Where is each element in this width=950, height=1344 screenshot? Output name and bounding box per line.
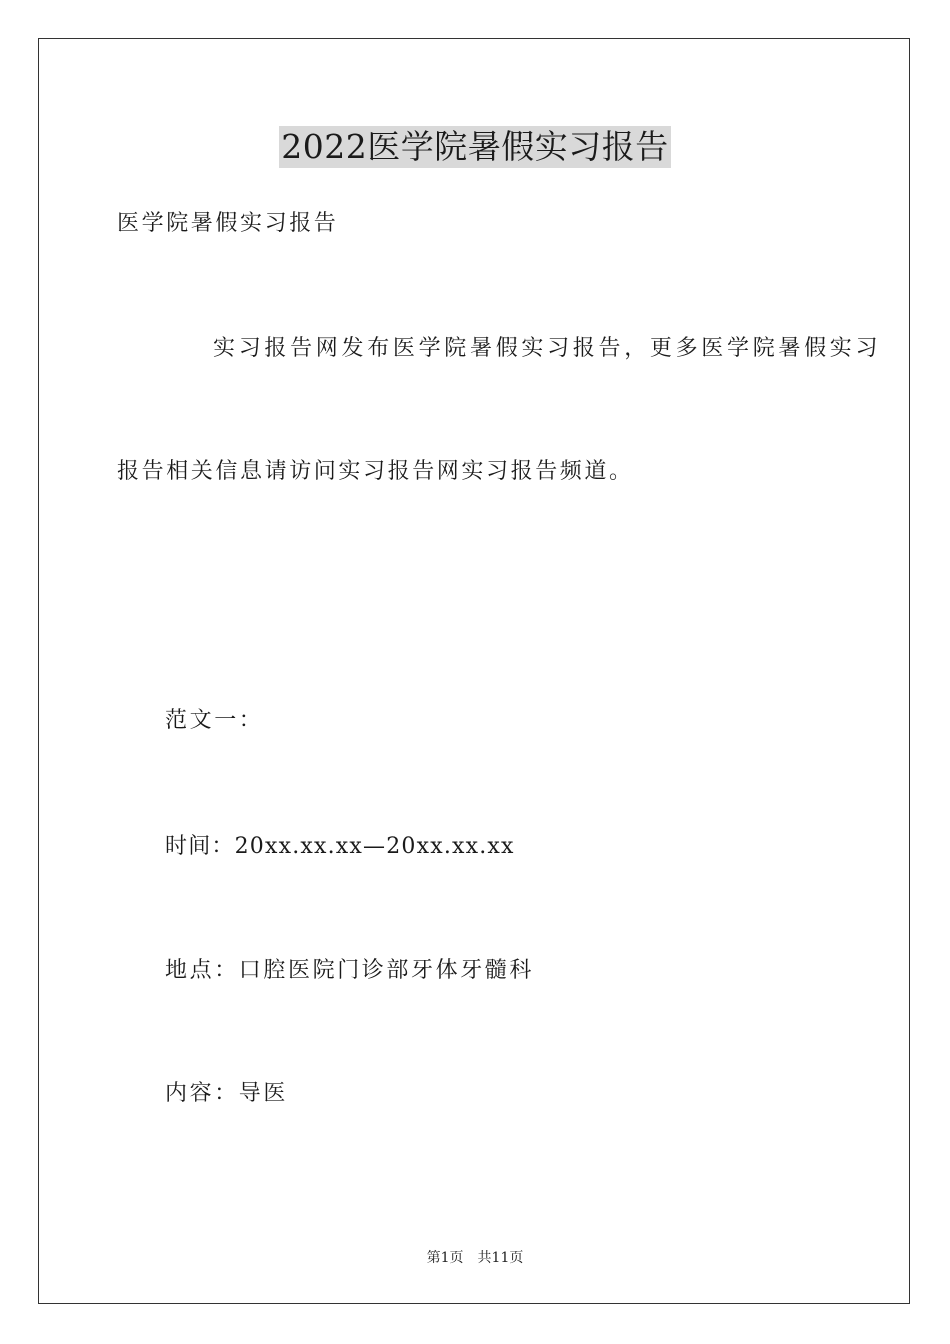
place-line: 地点：口腔医院门诊部牙体牙髓科 [165, 958, 535, 983]
page-footer [0, 1248, 950, 1268]
intro-paragraph-line-1: 实习报告网发布医学院暑假实习报告，更多医学院暑假实习 [213, 336, 882, 361]
intro-paragraph-line-2: 报告相关信息请访问实习报告网实习报告频道。 [117, 459, 634, 484]
document-title-text: 2022医学院暑假实习报告 [281, 127, 669, 166]
sample-heading: 范文一： [165, 708, 264, 733]
content-line: 内容：导医 [165, 1081, 289, 1106]
document-title [0, 126, 950, 168]
page-number-total: 共11页 [477, 1250, 524, 1266]
page-number-current: 第1页 [426, 1250, 464, 1266]
time-line: 时间：20xx.xx.xx—20xx.xx.xx [165, 834, 515, 859]
document-subtitle: 医学院暑假实习报告 [117, 211, 339, 236]
